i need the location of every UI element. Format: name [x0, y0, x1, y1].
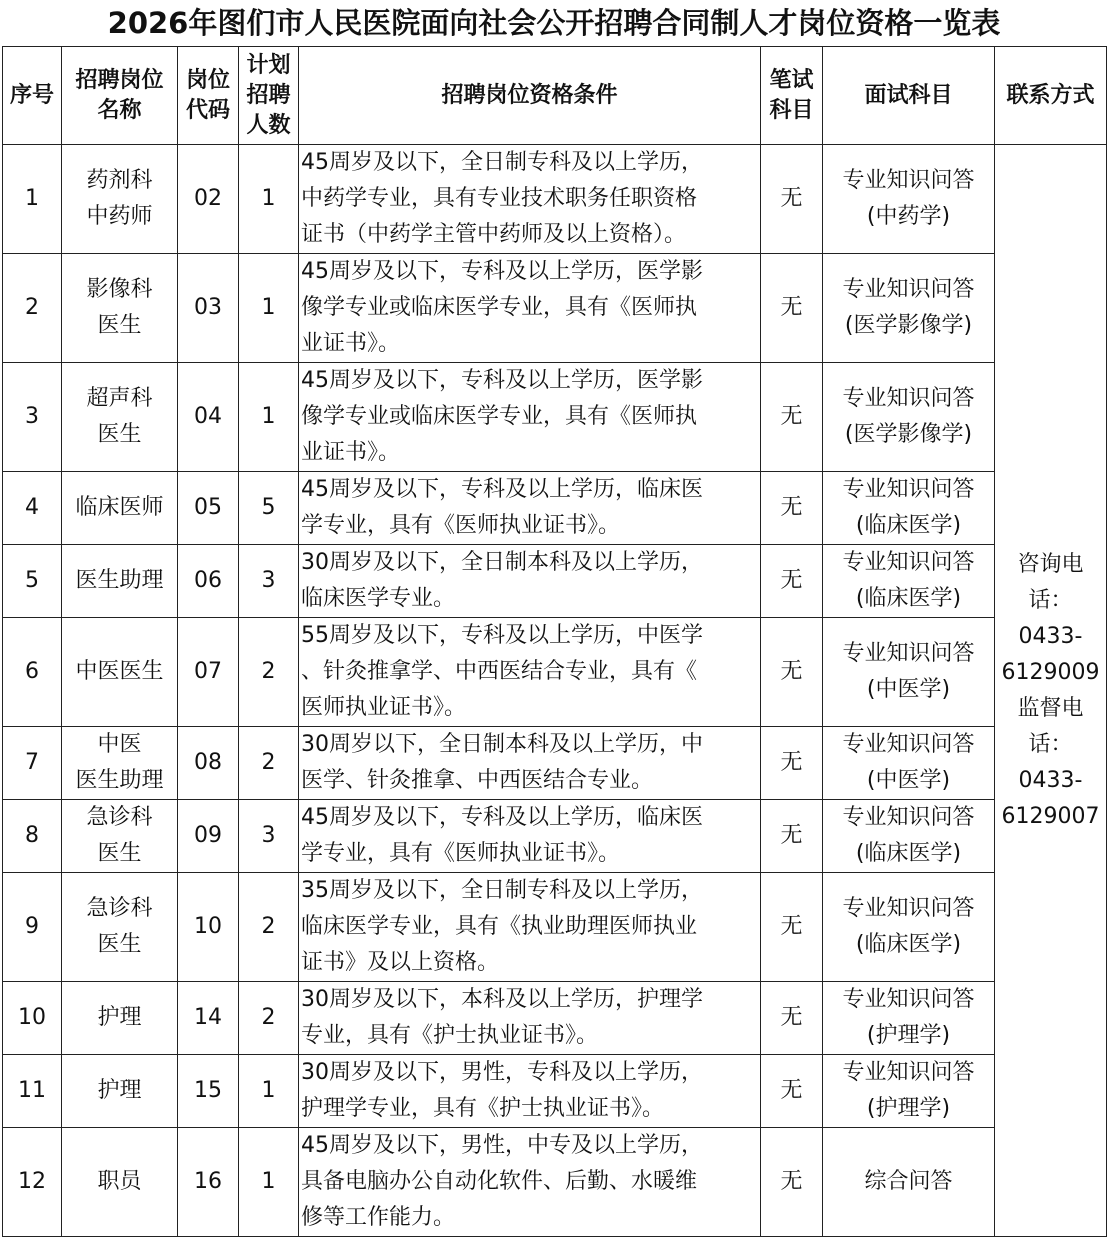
post-name-line: 医生: [97, 313, 142, 338]
header-written-exam: [761, 47, 823, 145]
interview-line: (医学影像学): [844, 422, 973, 447]
qualification-line: 护理学专业，具有《护士执业证书》。: [301, 1096, 665, 1121]
qualification-cell: [299, 254, 761, 363]
plan-count-cell: 2: [239, 727, 299, 800]
interview-line: 专业知识问答: [842, 987, 975, 1012]
header-label-line: 科目: [769, 97, 814, 123]
header-label-line: 招聘: [246, 82, 291, 108]
header-label-line: 代码: [185, 97, 230, 123]
post-name-line: 急诊科: [86, 805, 153, 830]
post-name-line: 护理: [97, 1005, 142, 1030]
qualification-cell: [299, 472, 761, 545]
positions-table: [2, 46, 1107, 1237]
post-code-cell: 07: [178, 618, 239, 727]
qualification-line: 30周岁及以下，本科及以上学历，护理学: [301, 987, 703, 1012]
header-label-line: 岗位: [185, 67, 230, 93]
plan-count-cell: 3: [239, 545, 299, 618]
post-name-cell: [62, 254, 178, 363]
post-code-cell: 16: [178, 1128, 239, 1237]
qualification-cell: [299, 145, 761, 254]
post-name-line: 急诊科: [86, 896, 153, 921]
seq-cell: 11: [3, 1055, 62, 1128]
qualification-line: 中药学专业，具有专业技术职务任职资格: [301, 186, 698, 211]
qualification-cell: [299, 618, 761, 727]
qualification-line: 45周岁及以下，专科及以上学历，医学影: [301, 259, 703, 284]
written-exam-cell: 无: [761, 363, 823, 472]
post-name-line: 中药师: [86, 204, 153, 229]
post-name-cell: [62, 800, 178, 873]
plan-count-cell: 1: [239, 1128, 299, 1237]
contact-line: 话：: [1028, 587, 1073, 613]
post-code-cell: 10: [178, 873, 239, 982]
interview-line: (临床医学): [855, 841, 962, 866]
qualification-line: 45周岁及以下，全日制专科及以上学历，: [301, 150, 703, 175]
interview-line: 专业知识问答: [842, 386, 975, 411]
page-title: 2026年图们市人民医院面向社会公开招聘合同制人才岗位资格一览表: [107, 6, 1001, 40]
post-name-cell: [62, 727, 178, 800]
post-name-line: 医生: [97, 841, 142, 866]
qualification-cell: [299, 545, 761, 618]
header-post-code: [178, 47, 239, 145]
post-name-line: 医生: [97, 932, 142, 957]
header-label-line: 人数: [246, 112, 291, 138]
qualification-line: 业证书》。: [301, 331, 401, 356]
interview-cell: [823, 982, 995, 1055]
interview-line: (临床医学): [855, 513, 962, 538]
qualification-cell: [299, 727, 761, 800]
seq-cell: 6: [3, 618, 62, 727]
seq-cell: 4: [3, 472, 62, 545]
table-row: [3, 145, 1107, 254]
contact-line: 0433-: [1018, 767, 1083, 793]
header-label-line: 招聘岗位: [75, 67, 164, 93]
qualification-line: 45周岁及以下，男性，中专及以上学历，: [301, 1133, 703, 1158]
interview-line: (临床医学): [855, 586, 962, 611]
plan-count-cell: 2: [239, 618, 299, 727]
contact-line: 话：: [1028, 731, 1073, 757]
interview-line: 专业知识问答: [842, 805, 975, 830]
interview-cell: [823, 254, 995, 363]
post-name-cell: [62, 1055, 178, 1128]
interview-cell: [823, 472, 995, 545]
table-row: [3, 472, 1107, 545]
qualification-line: 学专业，具有《医师执业证书》。: [301, 513, 621, 538]
post-code-cell: 14: [178, 982, 239, 1055]
contact-line: 监督电: [1017, 695, 1084, 721]
plan-count-cell: 1: [239, 363, 299, 472]
contact-line: 0433-: [1018, 623, 1083, 649]
post-code-cell: 05: [178, 472, 239, 545]
header-qualifications: [299, 47, 761, 145]
qualification-line: 临床医学专业，具有《执业助理医师执业: [301, 914, 698, 939]
qualification-line: 30周岁及以下，全日制本科及以上学历，: [301, 550, 703, 575]
header-label-line: 序号: [9, 82, 54, 108]
header-label-line: 联系方式: [1006, 82, 1095, 108]
interview-cell: [823, 1055, 995, 1128]
qualification-line: 医学、针灸推拿、中西医结合专业。: [301, 768, 654, 793]
qualification-line: 45周岁及以下，专科及以上学历，临床医: [301, 805, 703, 830]
written-exam-cell: 无: [761, 618, 823, 727]
post-name-line: 中医医生: [75, 659, 164, 684]
header-contact: [995, 47, 1107, 145]
post-name-line: 医生助理: [75, 568, 164, 593]
seq-cell: 8: [3, 800, 62, 873]
post-code-cell: 09: [178, 800, 239, 873]
header-plan-count: [239, 47, 299, 145]
qualification-line: 55周岁及以下，专科及以上学历，中医学: [301, 623, 703, 648]
contact-line: 6129009: [1001, 659, 1100, 685]
plan-count-cell: 3: [239, 800, 299, 873]
interview-cell: [823, 363, 995, 472]
seq-cell: 12: [3, 1128, 62, 1237]
post-name-line: 超声科: [86, 386, 153, 411]
table-row: [3, 873, 1107, 982]
table-row: [3, 363, 1107, 472]
written-exam-cell: 无: [761, 472, 823, 545]
table-row: [3, 1055, 1107, 1128]
interview-cell: [823, 618, 995, 727]
contact-line: 6129007: [1001, 803, 1100, 829]
plan-count-cell: 1: [239, 254, 299, 363]
post-name-cell: [62, 982, 178, 1055]
interview-line: (中医学): [866, 677, 951, 702]
qualification-cell: [299, 873, 761, 982]
post-name-cell: [62, 472, 178, 545]
qualification-line: 30周岁及以下，男性，专科及以上学历，: [301, 1060, 703, 1085]
written-exam-cell: 无: [761, 727, 823, 800]
qualification-line: 35周岁及以下，全日制专科及以上学历，: [301, 878, 703, 903]
qualification-line: 学专业，具有《医师执业证书》。: [301, 841, 621, 866]
interview-line: (护理学): [866, 1023, 951, 1048]
interview-line: 专业知识问答: [842, 550, 975, 575]
qualification-line: 修等工作能力。: [301, 1205, 456, 1230]
header-row: [3, 47, 1107, 145]
interview-line: 专业知识问答: [842, 641, 975, 666]
qualification-cell: [299, 363, 761, 472]
post-code-cell: 06: [178, 545, 239, 618]
header-label-line: 笔试: [769, 67, 814, 93]
header-post-name: [62, 47, 178, 145]
header-label-line: 计划: [246, 52, 291, 78]
post-name-cell: [62, 363, 178, 472]
qualification-line: 45周岁及以下，专科及以上学历，医学影: [301, 368, 703, 393]
written-exam-cell: 无: [761, 254, 823, 363]
interview-line: (医学影像学): [844, 313, 973, 338]
qualification-line: 医师执业证书》。: [301, 695, 467, 720]
contact-cell: [995, 145, 1107, 1237]
interview-cell: [823, 545, 995, 618]
post-name-line: 职员: [97, 1169, 142, 1194]
table-row: [3, 618, 1107, 727]
written-exam-cell: 无: [761, 545, 823, 618]
plan-count-cell: 1: [239, 1055, 299, 1128]
post-code-cell: 08: [178, 727, 239, 800]
plan-count-cell: 2: [239, 873, 299, 982]
qualification-line: 临床医学专业。: [301, 586, 456, 611]
post-code-cell: 15: [178, 1055, 239, 1128]
qualification-line: 专业，具有《护士执业证书》。: [301, 1023, 599, 1048]
qualification-cell: [299, 1055, 761, 1128]
interview-cell: [823, 800, 995, 873]
post-code-cell: 02: [178, 145, 239, 254]
seq-cell: 7: [3, 727, 62, 800]
plan-count-cell: 1: [239, 145, 299, 254]
qualification-line: 45周岁及以下，专科及以上学历，临床医: [301, 477, 703, 502]
post-name-line: 临床医师: [75, 495, 164, 520]
plan-count-cell: 5: [239, 472, 299, 545]
table-row: [3, 727, 1107, 800]
table-row: [3, 1128, 1107, 1237]
post-name-cell: [62, 1128, 178, 1237]
contact-line: 咨询电: [1017, 551, 1084, 577]
post-name-cell: [62, 545, 178, 618]
qualification-line: 业证书》。: [301, 440, 401, 465]
post-name-line: 中医: [97, 732, 142, 757]
header-seq: [3, 47, 62, 145]
interview-line: (中药学): [866, 204, 951, 229]
table-row: [3, 800, 1107, 873]
written-exam-cell: 无: [761, 1128, 823, 1237]
post-name-cell: [62, 873, 178, 982]
qualification-line: 证书（中药学主管中药师及以上资格）。: [301, 222, 687, 247]
interview-line: 专业知识问答: [842, 1060, 975, 1085]
qualification-line: 具备电脑办公自动化软件、后勤、水暖维: [301, 1169, 698, 1194]
table-row: [3, 254, 1107, 363]
seq-cell: 1: [3, 145, 62, 254]
interview-line: 综合问答: [864, 1169, 953, 1194]
header-label-line: 招聘岗位资格条件: [441, 82, 618, 108]
post-name-line: 影像科: [86, 277, 153, 302]
qualification-line: 30周岁以下，全日制本科及以上学历，中: [301, 732, 703, 757]
interview-cell: [823, 1128, 995, 1237]
post-name-cell: [62, 618, 178, 727]
interview-line: 专业知识问答: [842, 277, 975, 302]
interview-cell: [823, 145, 995, 254]
interview-line: 专业知识问答: [842, 732, 975, 757]
header-label-line: 面试科目: [864, 82, 953, 108]
qualification-cell: [299, 800, 761, 873]
interview-line: (中医学): [866, 768, 951, 793]
written-exam-cell: 无: [761, 873, 823, 982]
seq-cell: 2: [3, 254, 62, 363]
post-code-cell: 04: [178, 363, 239, 472]
qualification-cell: [299, 1128, 761, 1237]
header-interview: [823, 47, 995, 145]
interview-line: 专业知识问答: [842, 477, 975, 502]
qualification-line: 证书》及以上资格。: [301, 950, 500, 975]
interview-line: 专业知识问答: [842, 168, 975, 193]
qualification-line: 像学专业或临床医学专业，具有《医师执: [301, 404, 698, 429]
seq-cell: 10: [3, 982, 62, 1055]
post-name-line: 医生: [97, 422, 142, 447]
seq-cell: 3: [3, 363, 62, 472]
post-name-line: 护理: [97, 1078, 142, 1103]
interview-cell: [823, 727, 995, 800]
written-exam-cell: 无: [761, 1055, 823, 1128]
written-exam-cell: 无: [761, 145, 823, 254]
qualification-line: 像学专业或临床医学专业，具有《医师执: [301, 295, 698, 320]
post-name-cell: [62, 145, 178, 254]
post-code-cell: 03: [178, 254, 239, 363]
seq-cell: 9: [3, 873, 62, 982]
header-label-line: 名称: [97, 97, 142, 123]
plan-count-cell: 2: [239, 982, 299, 1055]
table-row: [3, 545, 1107, 618]
post-name-line: 医生助理: [75, 768, 164, 793]
table-row: [3, 982, 1107, 1055]
seq-cell: 5: [3, 545, 62, 618]
qualification-cell: [299, 982, 761, 1055]
interview-line: (临床医学): [855, 932, 962, 957]
interview-line: 专业知识问答: [842, 896, 975, 921]
interview-cell: [823, 873, 995, 982]
written-exam-cell: 无: [761, 800, 823, 873]
post-name-line: 药剂科: [86, 168, 153, 193]
qualification-line: 、针灸推拿学、中西医结合专业，具有《: [301, 659, 698, 684]
interview-line: (护理学): [866, 1096, 951, 1121]
written-exam-cell: 无: [761, 982, 823, 1055]
